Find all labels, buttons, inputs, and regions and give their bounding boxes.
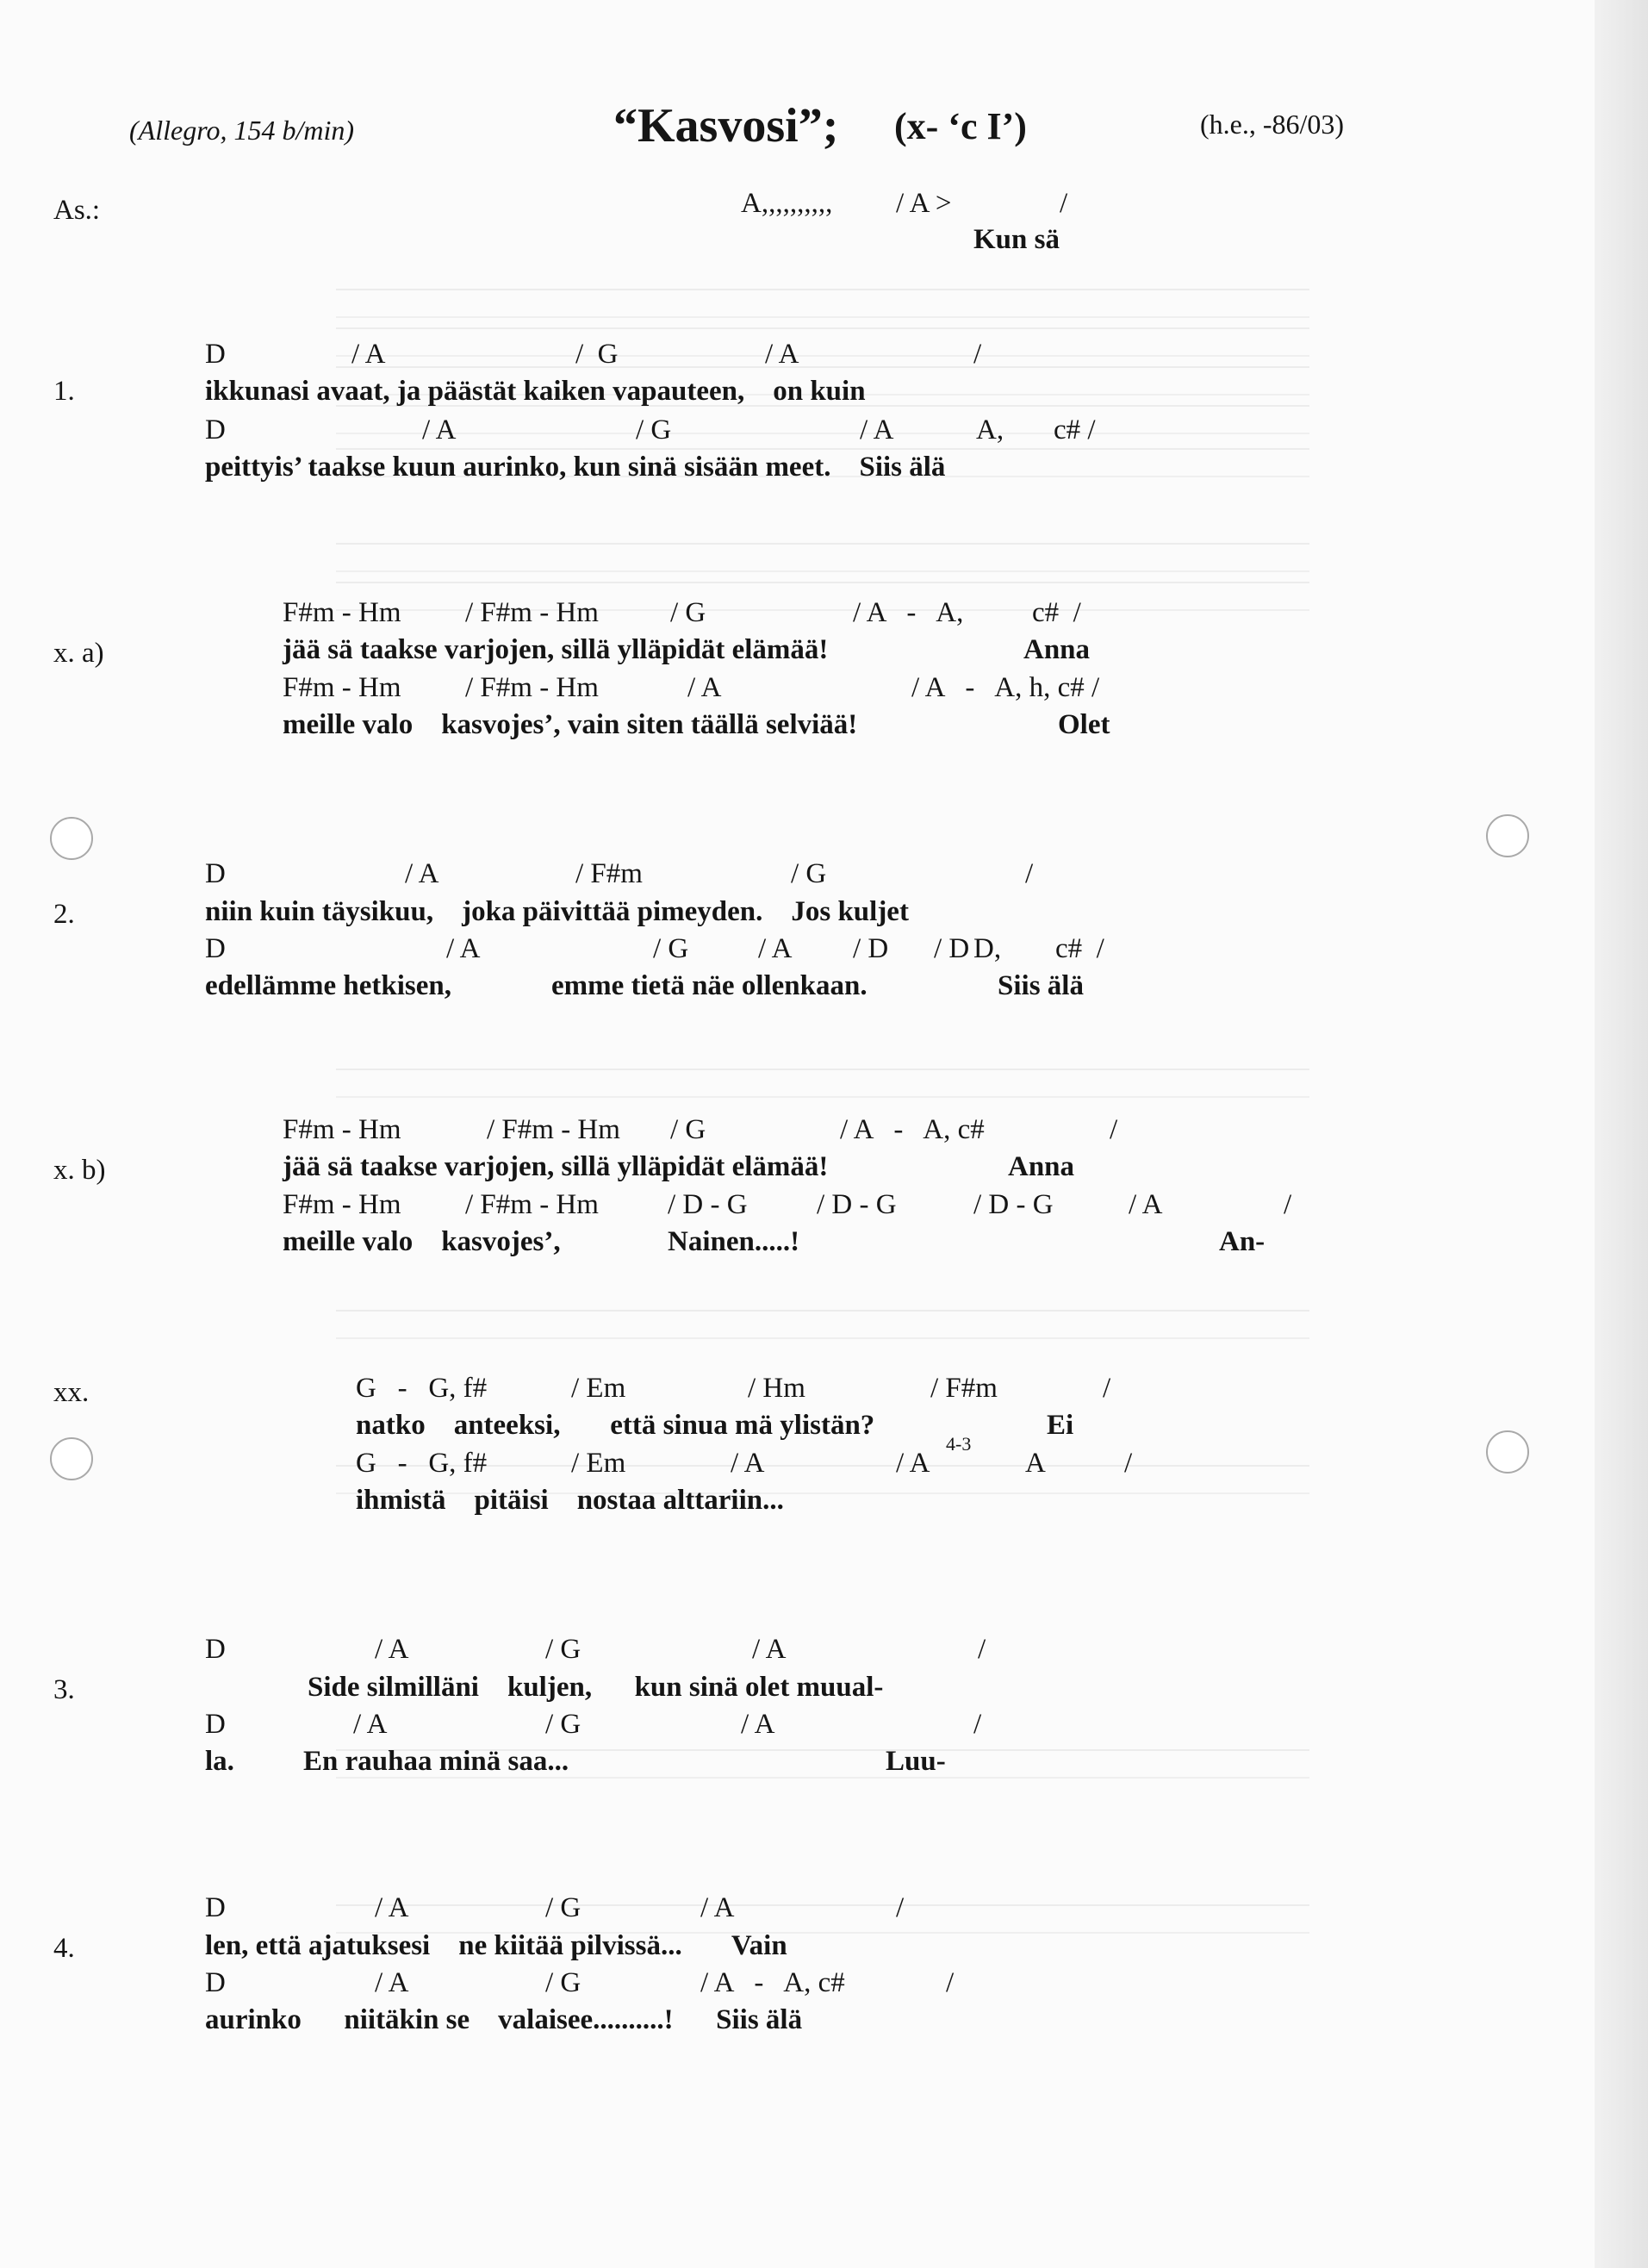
section-label-intro: As.: <box>53 195 101 226</box>
chord: G - G, f# <box>356 1448 488 1479</box>
chord: / D - G <box>817 1189 897 1220</box>
lyric-line: Nainen.....! <box>668 1226 800 1257</box>
lyric-line: la. <box>205 1746 234 1777</box>
chord: / <box>1284 1189 1292 1220</box>
lyric-line: ikkunasi avaat, ja päästät kaiken vapauteen, on kuin <box>205 376 866 407</box>
punch-hole <box>1486 814 1529 857</box>
chord: / D <box>853 933 889 964</box>
chord: / <box>973 339 982 370</box>
chord: / A <box>896 1448 930 1479</box>
lyric-line: Olet <box>1058 709 1110 740</box>
chord: / G <box>670 597 706 628</box>
punch-hole <box>1486 1430 1529 1474</box>
chord: / A <box>741 1709 775 1740</box>
chord: / A <box>353 1709 388 1740</box>
chord: c# / <box>1054 414 1096 446</box>
lyric-line: meille valo kasvojes’, vain siten täällä selviää! <box>283 709 858 740</box>
chord: / A - A, c# <box>700 1967 845 1998</box>
chord: D, <box>973 933 1002 964</box>
section-label-bridge: xx. <box>53 1377 90 1408</box>
chord: A, <box>976 414 1004 446</box>
chord: F#m - Hm <box>283 1114 401 1145</box>
chord: / A <box>375 1892 409 1923</box>
chord: D <box>205 1634 226 1665</box>
lyric-line: edellämme hetkisen, <box>205 970 451 1001</box>
chord: / G <box>545 1967 581 1998</box>
chord: / A <box>700 1892 735 1923</box>
chord: / A - A, <box>853 597 964 628</box>
punch-hole <box>50 817 93 860</box>
lyric-line: len, että ajatuksesi ne kiitää pilvissä... Vain <box>205 1930 787 1961</box>
bleed-through-line <box>336 327 1309 357</box>
chord: D <box>205 1967 226 1998</box>
lyric-line: Anna <box>1023 634 1091 665</box>
chord: / F#m - Hm <box>465 597 599 628</box>
lyric-line: meille valo kasvojes’, <box>283 1226 561 1257</box>
lyric-line: peittyis’ taakse kuun aurinko, kun sinä sisään meet. Siis älä <box>205 452 946 483</box>
chord: / F#m <box>930 1373 998 1404</box>
chord: / F#m <box>575 858 643 889</box>
bleed-through-line <box>336 1310 1309 1339</box>
tempo-marking: (Allegro, 154 b/min) <box>129 115 354 146</box>
chord: / D - G <box>668 1189 748 1220</box>
chord: / <box>1124 1448 1133 1479</box>
chord: / A > <box>896 188 952 219</box>
chord: / G <box>545 1634 581 1665</box>
lyric-line: Anna <box>1008 1151 1075 1182</box>
chord: c# / <box>1032 597 1081 628</box>
chord: / A <box>765 339 799 370</box>
lyric-line: Luu- <box>886 1746 946 1777</box>
lyric-line: jää sä taakse varjojen, sillä ylläpidät elämää! <box>283 634 829 665</box>
chord: / A <box>687 672 722 703</box>
chord: G - G, f# <box>356 1373 488 1404</box>
chord: c# / <box>1055 933 1104 964</box>
section-label-chorus-a: x. a) <box>53 638 104 669</box>
chord: / Em <box>571 1448 626 1479</box>
chord: A,,,,,,,,,, <box>741 188 833 219</box>
bleed-through-line <box>336 543 1309 572</box>
chord: F#m - Hm <box>283 597 401 628</box>
chord: / A <box>758 933 793 964</box>
chord: / G <box>575 339 619 370</box>
bleed-through-line <box>336 289 1309 318</box>
chord: D <box>205 414 226 446</box>
chord: / D <box>934 933 970 964</box>
chord: / F#m - Hm <box>487 1114 620 1145</box>
chord: D <box>205 1892 226 1923</box>
lyric-line: Side silmilläni kuljen, kun sinä olet muual- <box>308 1672 884 1703</box>
chord: / <box>896 1892 905 1923</box>
chord: / <box>1103 1373 1111 1404</box>
lyric-line: Siis älä <box>998 970 1084 1001</box>
chord: / A <box>422 414 457 446</box>
chord: / G <box>653 933 689 964</box>
chord: / A <box>731 1448 765 1479</box>
chord: / A <box>375 1967 409 1998</box>
chord: / <box>1060 188 1068 219</box>
chord: / <box>1110 1114 1118 1145</box>
lyric-line: aurinko niitäkin se valaisee..........! Siis älä <box>205 2004 803 2035</box>
chord: / G <box>545 1892 581 1923</box>
bleed-through-line <box>336 1904 1309 1934</box>
bleed-through-line <box>336 1069 1309 1098</box>
chord: / A <box>1129 1189 1163 1220</box>
lyric-line: emme tietä näe ollenkaan. <box>551 970 868 1001</box>
chord-suspension-marker: 4-3 <box>946 1433 972 1455</box>
chord: / A <box>860 414 894 446</box>
chord: / Hm <box>748 1373 805 1404</box>
chord: / A <box>752 1634 787 1665</box>
chord: D <box>205 339 226 370</box>
lyric-line: Ei <box>1047 1410 1074 1441</box>
lyric-line: niin kuin täysikuu, joka päivittää pimeyden. Jos kuljet <box>205 896 909 927</box>
chord: D <box>205 933 226 964</box>
punch-hole <box>50 1437 93 1480</box>
chord: / G <box>791 858 827 889</box>
chord: / A <box>375 1634 409 1665</box>
author-date: (h.e., -86/03) <box>1200 109 1345 140</box>
lyric-line: An- <box>1219 1226 1266 1257</box>
chord: / A <box>405 858 439 889</box>
lyric-line: En rauhaa minä saa... <box>303 1746 569 1777</box>
chord: F#m - Hm <box>283 1189 401 1220</box>
lyric-line: jää sä taakse varjojen, sillä ylläpidät elämää! <box>283 1151 829 1182</box>
chord: F#m - Hm <box>283 672 401 703</box>
chord: D <box>205 858 226 889</box>
lyric-line: natko anteeksi, että sinua mä ylistän? <box>356 1410 875 1441</box>
chord: / A - A, h, c# / <box>911 672 1100 703</box>
chord: / G <box>636 414 672 446</box>
section-label-verse4: 4. <box>53 1933 75 1964</box>
chord: D <box>205 1709 226 1740</box>
section-label-verse2: 2. <box>53 899 75 930</box>
song-subtitle: (x- ‘c I’) <box>894 105 1027 147</box>
chord: / Em <box>571 1373 626 1404</box>
chord: / <box>973 1709 982 1740</box>
section-label-verse1: 1. <box>53 376 75 407</box>
lyric-line: Kun sä <box>973 224 1060 255</box>
chord: / F#m - Hm <box>465 1189 599 1220</box>
chord: / G <box>670 1114 706 1145</box>
chord: / D - G <box>973 1189 1054 1220</box>
chord: / A - A, c# <box>840 1114 985 1145</box>
chord: / F#m - Hm <box>465 672 599 703</box>
chord: / <box>1025 858 1034 889</box>
chord: / <box>978 1634 986 1665</box>
chord: / <box>946 1967 955 1998</box>
section-label-chorus-b: x. b) <box>53 1155 106 1186</box>
chord: A <box>1025 1448 1046 1479</box>
section-label-verse3: 3. <box>53 1674 75 1705</box>
chord: / G <box>545 1709 581 1740</box>
song-title: “Kasvosi”; <box>613 99 839 153</box>
chord: / A <box>446 933 481 964</box>
bleed-through-line <box>336 405 1309 434</box>
chord: / A <box>351 339 386 370</box>
lyric-line: ihmistä pitäisi nostaa alttariin... <box>356 1485 784 1516</box>
